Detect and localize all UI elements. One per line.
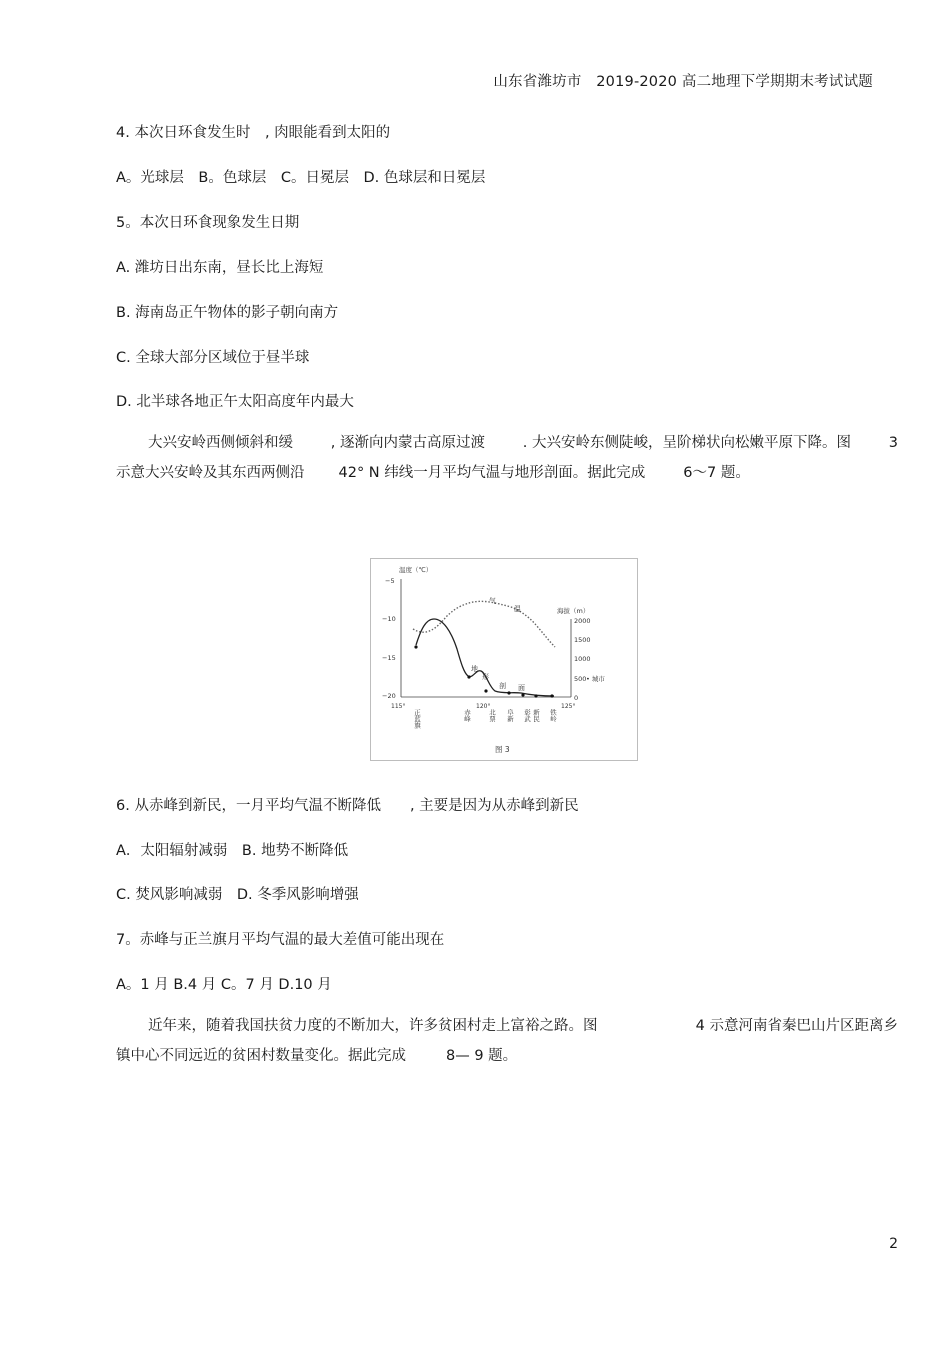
city-marker-beipiao bbox=[484, 689, 487, 692]
passage-daxinganling bbox=[116, 428, 898, 488]
city-marker-fuxin bbox=[507, 691, 510, 694]
city-marker-xinmin bbox=[534, 694, 537, 697]
left-tick-1: −5 bbox=[385, 577, 395, 585]
city-marker-tieling bbox=[550, 694, 553, 697]
city-tieling: 铁岭 bbox=[549, 709, 557, 722]
right-tick-5: 0 bbox=[574, 694, 579, 702]
left-axis-title: 温度（℃） bbox=[399, 566, 433, 574]
profile-label-2: 形 bbox=[482, 673, 489, 681]
x-tick-120: 120° bbox=[476, 703, 491, 710]
terrain-profile bbox=[416, 619, 554, 696]
city-chifeng: 赤峰 bbox=[463, 709, 471, 722]
passage1-seg-6: 42° N 纬线一月平均气温与地形剖面。据此完成 bbox=[338, 465, 646, 481]
profile-label-4: 面 bbox=[518, 684, 525, 692]
passage1-seg-1: 大兴安岭西侧倾斜和缓 bbox=[148, 435, 293, 451]
profile-label-3: 剖 bbox=[499, 682, 506, 690]
passage1-seg-3: . 大兴安岭东侧陡峻，呈阶梯状向松嫩平原下降。图 bbox=[522, 435, 851, 451]
left-tick-4: −20 bbox=[382, 692, 396, 700]
question-5-stem: 5。本次日环食现象发生日期 bbox=[116, 215, 300, 231]
passage1-seg-7: 6～7 题。 bbox=[683, 465, 750, 481]
passage2-seg-1: 近年来，随着我国扶贫力度的不断加大，许多贫困村走上富裕之路。图 bbox=[148, 1018, 598, 1034]
x-tick-125: 125° bbox=[561, 703, 576, 710]
figure-3-caption: 图 3 bbox=[495, 745, 510, 754]
legend-city: • 城市 bbox=[586, 675, 605, 683]
city-marker-chifeng bbox=[467, 675, 470, 678]
city-beipiao: 北票 bbox=[488, 709, 496, 722]
passage2-seg-2: 4 示意河南省秦巴山片区距离乡 bbox=[695, 1018, 898, 1034]
question-6-options-cd: C. 焚风影响减弱 D. 冬季风影响增强 bbox=[116, 887, 359, 903]
question-5-option-a: A. 潍坊日出东南，昼长比上海短 bbox=[116, 260, 324, 276]
passage2-seg-3: 镇中心不同远近的贫困村数量变化。据此完成 bbox=[116, 1048, 406, 1064]
right-tick-1: 2000 bbox=[574, 617, 591, 625]
question-5-option-c: C. 全球大部分区域位于昼半球 bbox=[116, 350, 310, 366]
question-4-stem: 4. 本次日环食发生时 , 肉眼能看到太阳的 bbox=[116, 125, 391, 141]
question-6-stem: 6. 从赤峰到新民，一月平均气温不断降低 , 主要是因为从赤峰到新民 bbox=[116, 798, 579, 814]
question-7-options: A。1 月 B.4 月 C。7 月 D.10 月 bbox=[116, 977, 332, 993]
right-axis-title: 海拔（m） bbox=[557, 607, 590, 615]
passage2-seg-4: 8— 9 题。 bbox=[446, 1048, 518, 1064]
city-xinmin: 新民 bbox=[532, 709, 540, 722]
passage-poverty bbox=[116, 1011, 898, 1071]
passage1-seg-5: 示意大兴安岭及其东西两侧沿 bbox=[116, 465, 305, 481]
city-zhenglanqi: 正蓝旗 bbox=[413, 709, 421, 729]
right-tick-2: 1500 bbox=[574, 636, 591, 644]
question-4-options: A。光球层 B。色球层 C。日冕层 D. 色球层和日冕层 bbox=[116, 170, 486, 186]
question-5-option-d: D. 北半球各地正午太阳高度年内最大 bbox=[116, 394, 354, 410]
passage1-seg-4: 3 bbox=[888, 435, 898, 451]
question-7-stem: 7。赤峰与正兰旗月平均气温的最大差值可能出现在 bbox=[116, 932, 445, 948]
left-tick-2: −10 bbox=[382, 615, 396, 623]
figure-3 bbox=[370, 558, 638, 761]
right-tick-3: 1000 bbox=[574, 655, 591, 663]
question-5-option-b: B. 海南岛正午物体的影子朝向南方 bbox=[116, 305, 339, 321]
page-number: 2 bbox=[889, 1236, 898, 1252]
city-marker-zhenglanqi bbox=[414, 645, 417, 648]
city-fuxin: 阜新 bbox=[506, 709, 514, 722]
city-zhangwu: 彰武 bbox=[523, 709, 531, 722]
x-tick-115: 115° bbox=[391, 703, 406, 710]
passage1-seg-2: , 逐渐向内蒙古高原过渡 bbox=[330, 435, 485, 451]
left-tick-3: −15 bbox=[382, 654, 396, 662]
right-tick-4: 500 bbox=[574, 675, 587, 683]
document-header: 山东省潍坊市 2019-2020 高二地理下学期期末考试试题 bbox=[493, 74, 873, 90]
city-marker-zhangwu bbox=[521, 693, 524, 696]
question-6-options-ab: A．太阳辐射减弱 B. 地势不断降低 bbox=[116, 843, 349, 859]
temperature-curve bbox=[413, 601, 555, 647]
profile-label-1: 地 bbox=[471, 665, 478, 673]
temp-label-2: 温 bbox=[514, 605, 521, 613]
figure-3-chart bbox=[371, 559, 637, 760]
temp-label-1: 气 bbox=[489, 597, 496, 605]
